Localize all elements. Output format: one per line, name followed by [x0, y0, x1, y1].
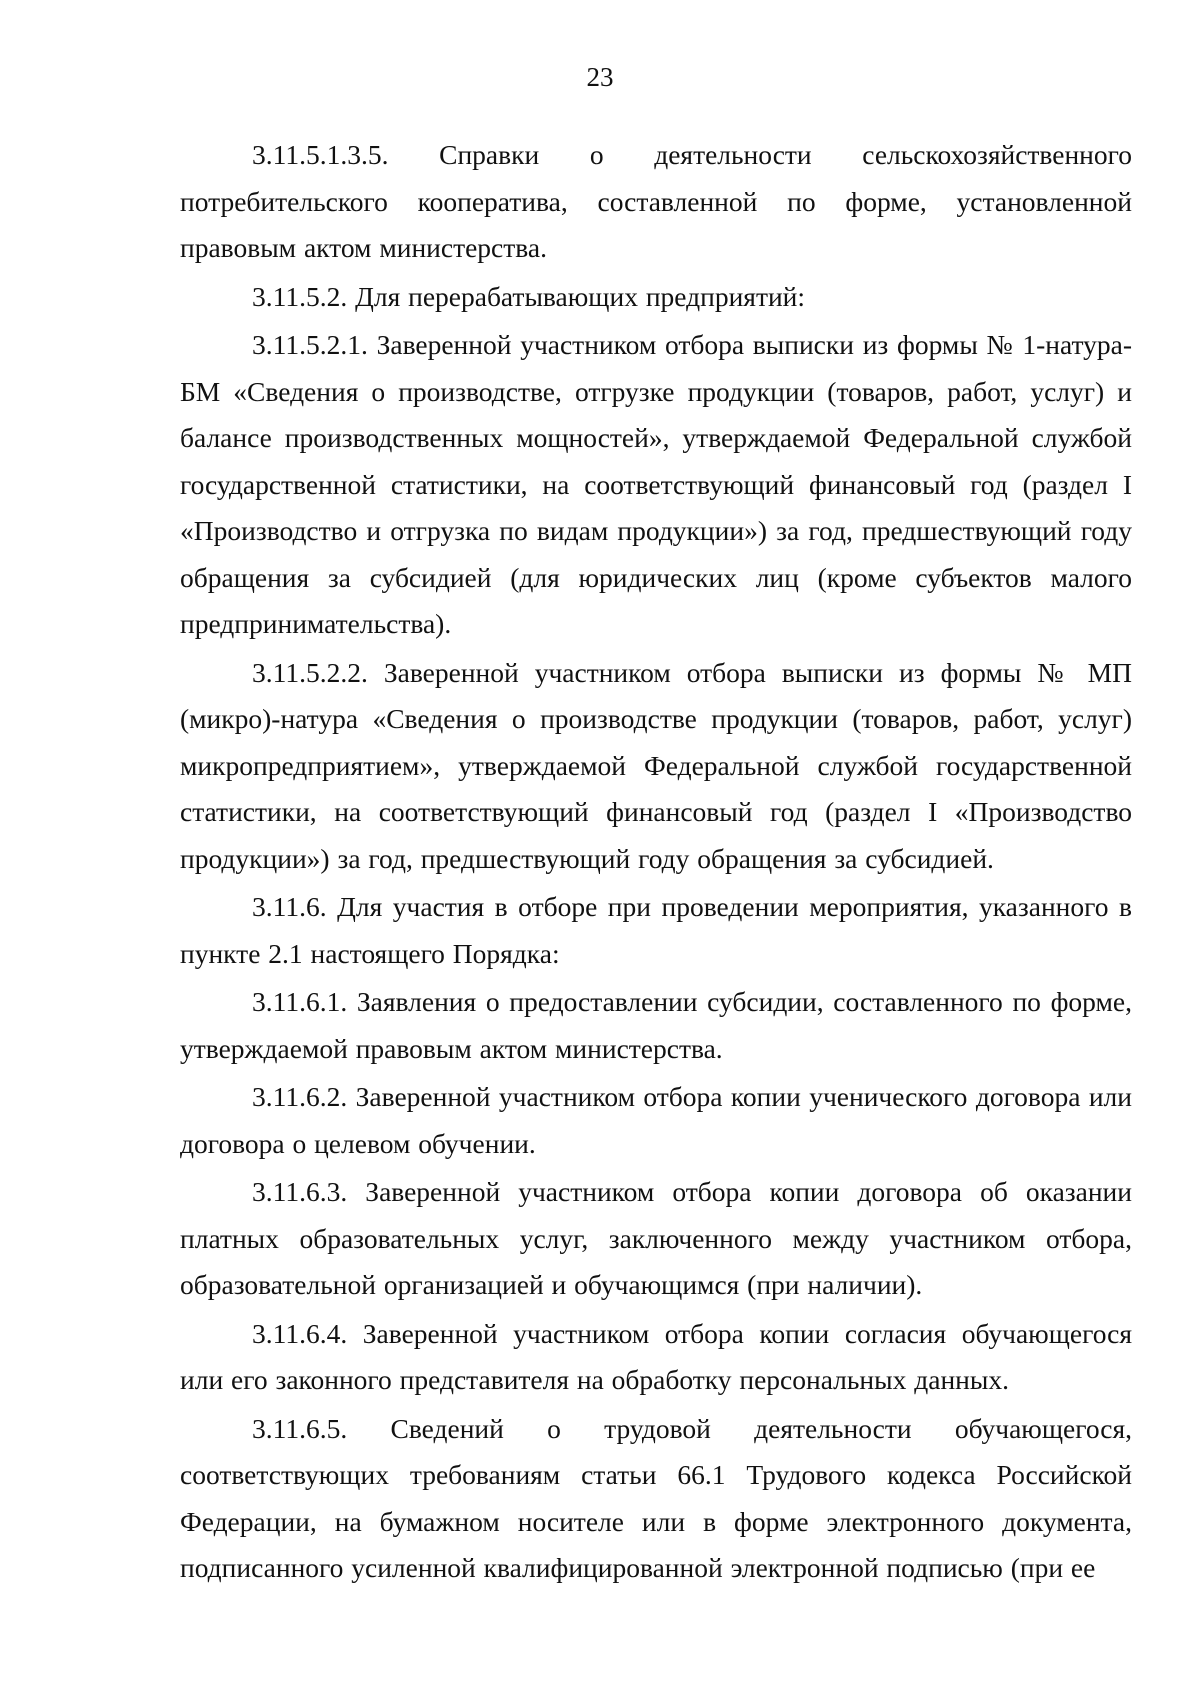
paragraph-3-11-5-2-2: 3.11.5.2.2. Заверенной участником отбора выписки из формы № МП (микро)-натура «Сведения о производстве продукции (товаров, работ, услуг) микропредприятием», утверждаемой Федеральной службой государственной статистики, на соответствующий финансовый год (раздел I «Производство продукции») за год, предшествующий году обращения за субсидией.	[180, 656, 1132, 874]
paragraph-3-11-6-1: 3.11.6.1. Заявления о предоставлении субсидии, составленного по форме, утверждаемой правовым актом министерства.	[180, 986, 1132, 1064]
paragraph-3-11-5-2: 3.11.5.2. Для перерабатывающих предприятий:	[252, 280, 806, 312]
paragraph-3-11-5-2-1: 3.11.5.2.1. Заверенной участником отбора выписки из формы № 1-натура-БМ «Сведения о производстве, отгрузке продукции (товаров, работ, услуг) и балансе производственных мощностей», утверждаемой Федеральной службой государственной статистики, на соответствующий финансовый год (раздел I «Производство и отгрузка по видам продукции») за год, предшествующий году обращения за субсидией (для юридических лиц (кроме субъектов малого предпринимательства).	[180, 329, 1132, 639]
paragraph-3-11-6-4: 3.11.6.4. Заверенной участником отбора копии согласия обучающегося или его законного представителя на обработку персональных данных.	[180, 1317, 1132, 1395]
paragraph-3-11-6: 3.11.6. Для участия в отборе при проведении мероприятия, указанного в пункте 2.1 настоящего Порядка:	[180, 891, 1132, 969]
page-number: 23	[586, 62, 614, 92]
paragraph-3-11-5-1-3-5: 3.11.5.1.3.5. Справки о деятельности сельскохозяйственного потребительского кооператива, составленной по форме, установленной правовым актом министерства.	[180, 139, 1132, 263]
paragraph-3-11-6-2: 3.11.6.2. Заверенной участником отбора копии ученического договора или договора о целевом обучении.	[180, 1081, 1132, 1159]
document-body	[180, 132, 1132, 1592]
paragraph-3-11-6-5: 3.11.6.5. Сведений о трудовой деятельности обучающегося, соответствующих требованиям статьи 66.1 Трудового кодекса Российской Федерации, на бумажном носителе или в форме электронного документа, подписанного усиленной квалифицированной электронной подписью (при ее	[180, 1412, 1132, 1583]
paragraph-3-11-6-3: 3.11.6.3. Заверенной участником отбора копии договора об оказании платных образовательных услуг, заключенного между участником отбора, образовательной организацией и обучающимся (при наличии).	[180, 1176, 1132, 1300]
